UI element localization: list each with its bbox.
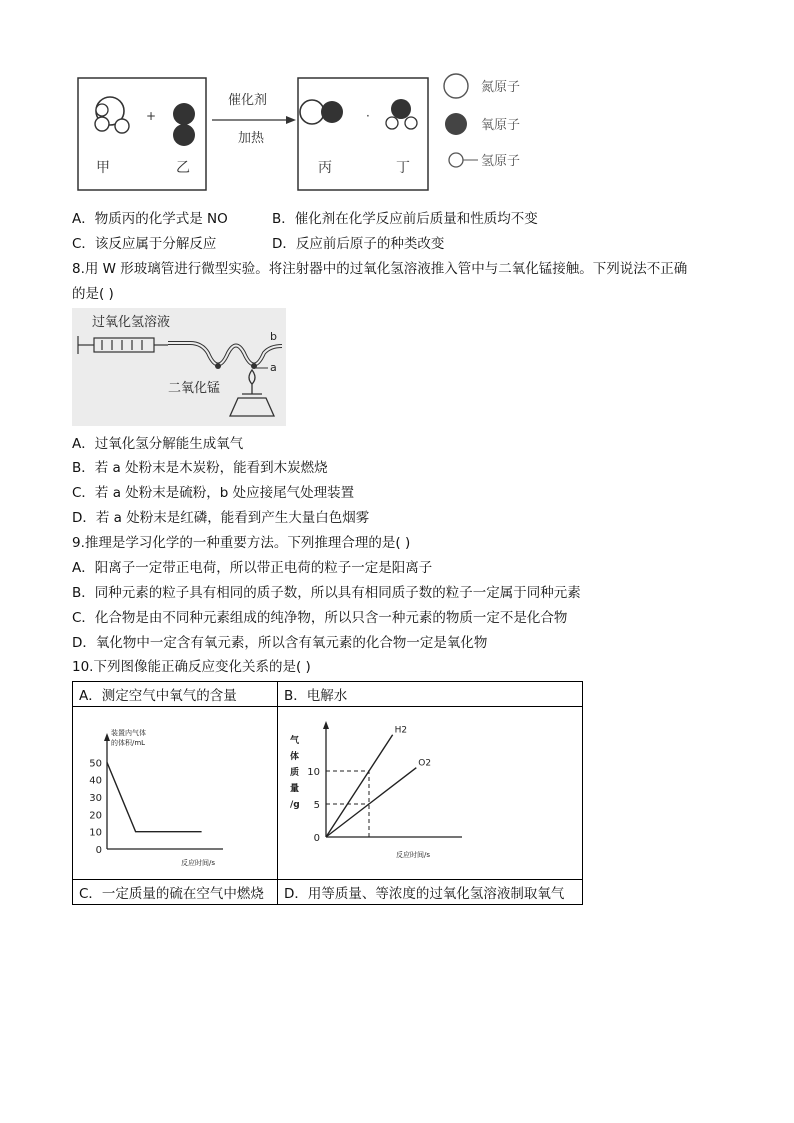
molecule-yi — [173, 103, 195, 146]
label-ding: 丁 — [396, 160, 410, 176]
chart-b-ytick-10: 10 — [307, 767, 320, 778]
q9-option-d[interactable]: D．氧化物中一定含有氧元素，所以含有氧元素的化合物一定是氧化物 — [72, 635, 488, 651]
catalyst-powder — [215, 363, 221, 369]
chart-b-ytick-5: 5 — [313, 800, 320, 811]
molecule-ding — [386, 99, 417, 129]
molecule-bing — [300, 100, 343, 124]
chart-b-y-arrow-icon — [323, 721, 329, 729]
chart-b-series-label-O2: O2 — [418, 758, 432, 769]
chart-b-ylabel-3: 量 — [290, 784, 300, 794]
chart-b-ylabel-4: /g — [290, 800, 300, 810]
molecule-jia — [95, 97, 129, 133]
q9-option-c[interactable]: C．化合物是由不同种元素组成的纯净物，所以只含一种元素的物质一定不是化合物 — [72, 610, 568, 626]
alcohol-lamp — [230, 370, 274, 416]
arrow-bottom-label: 加热 — [238, 131, 265, 146]
q7-option-b[interactable]: B．催化剂在化学反应前后质量和性质均不变 — [272, 211, 538, 227]
q8-stem-line-1: 8.用 W 形玻璃管进行微型实验。将注射器中的过氧化氢溶液推入管中与二氧化锰接触。下列说法不正确 — [72, 261, 688, 277]
svg-text:·: · — [366, 109, 370, 123]
label-yi: 乙 — [176, 160, 190, 176]
q8-option-a[interactable]: A．过氧化氢分解能生成氧气 — [72, 436, 244, 452]
q8-option-d[interactable]: D．若 a 处粉末是红磷，能看到产生大量白色烟雾 — [72, 510, 370, 526]
q7-option-d[interactable]: D．反应前后原子的种类改变 — [272, 236, 445, 252]
chart-b-electrolysis — [278, 707, 582, 875]
q10-cell-c-label[interactable]: C．一定质量的硫在空气中燃烧 — [73, 880, 278, 905]
q10-cell-a-label[interactable]: A．测定空气中氧气的含量 — [73, 682, 278, 707]
chart-a-ylabel-cont: 的体积/mL — [111, 739, 146, 747]
plus-sign: + — [146, 109, 157, 123]
chart-a-ytick-20: 20 — [89, 810, 102, 822]
w-tube — [168, 343, 282, 365]
q10-options-table — [72, 681, 583, 905]
chart-b-series-H2-line — [326, 735, 393, 837]
catalyst-label: 二氧化锰 — [168, 381, 221, 396]
legend-oxygen: 氧原子 — [481, 118, 521, 133]
q9-option-b[interactable]: B．同种元素的粒子具有相同的质子数，所以具有相同质子数的粒子一定属于同种元素 — [72, 585, 581, 601]
q8-stem-line-2: 的是( ) — [72, 286, 114, 302]
chart-a-y-arrow-icon — [104, 733, 110, 741]
reaction-diagram — [76, 68, 546, 196]
q7-option-a[interactable]: A．物质丙的化学式是 NO — [72, 211, 228, 227]
chart-a-xlabel: 反应时间/s — [181, 859, 216, 867]
chart-a-ytick-10: 10 — [89, 827, 102, 839]
chart-a-oxygen-content — [73, 707, 277, 875]
legend — [444, 74, 520, 169]
q7-options-row-2 — [72, 234, 444, 254]
q7-options-row-1 — [72, 209, 538, 229]
chart-b-series-label-H2: H2 — [394, 725, 408, 736]
syringe — [78, 336, 168, 354]
q10-stem: 10.下列图像能正确反应变化关系的是( ) — [72, 659, 311, 675]
legend-nitrogen: 氮原子 — [481, 80, 521, 95]
chart-b-ylabel-0: 气 — [290, 736, 300, 746]
chart-a-series-line — [107, 762, 202, 831]
q10-cell-d-label[interactable]: D．用等质量、等浓度的过氧化氢溶液制取氧气 — [278, 880, 583, 905]
solution-label: 过氧化氢溶液 — [92, 315, 171, 330]
chart-a-ytick-40: 40 — [89, 775, 102, 787]
point-a-label: a — [270, 361, 277, 374]
chart-a-ytick-30: 30 — [89, 793, 102, 804]
q10-cell-b-label[interactable]: B．电解水 — [278, 682, 583, 707]
w-tube-apparatus — [72, 308, 286, 426]
arrow-top-label: 催化剂 — [228, 93, 268, 108]
chart-a-ytick-50: 50 — [89, 758, 102, 770]
chart-a-ytick-0: 0 — [95, 845, 102, 856]
chart-b-series-O2-line — [326, 768, 416, 837]
label-jia: 甲 — [96, 160, 110, 176]
q8-option-b[interactable]: B．若 a 处粉末是木炭粉，能看到木炭燃烧 — [72, 460, 328, 476]
chart-b-ylabel-1: 体 — [290, 752, 300, 762]
q7-option-c[interactable]: C．该反应属于分解反应 — [72, 236, 217, 252]
q10-chart-a-cell — [73, 707, 278, 880]
label-bing: 丙 — [318, 160, 332, 176]
q8-option-c[interactable]: C．若 a 处粉末是硫粉，b 处应接尾气处理装置 — [72, 485, 355, 501]
q10-chart-b-cell — [278, 707, 583, 880]
chart-b-ytick-0: 0 — [313, 833, 320, 844]
q9-stem: 9.推理是学习化学的一种重要方法。下列推理合理的是( ) — [72, 535, 411, 551]
chart-a-ylabel: 装置内气体 — [111, 729, 146, 737]
q9-option-a[interactable]: A．阳离子一定带正电荷，所以带正电荷的粒子一定是阳离子 — [72, 560, 433, 576]
chart-b-ylabel-2: 质 — [290, 768, 300, 778]
arrow-head-icon — [286, 116, 296, 124]
point-b-label: b — [270, 330, 277, 343]
legend-hydrogen: 氢原子 — [481, 154, 521, 169]
chart-b-xlabel: 反应时间/s — [396, 851, 431, 859]
